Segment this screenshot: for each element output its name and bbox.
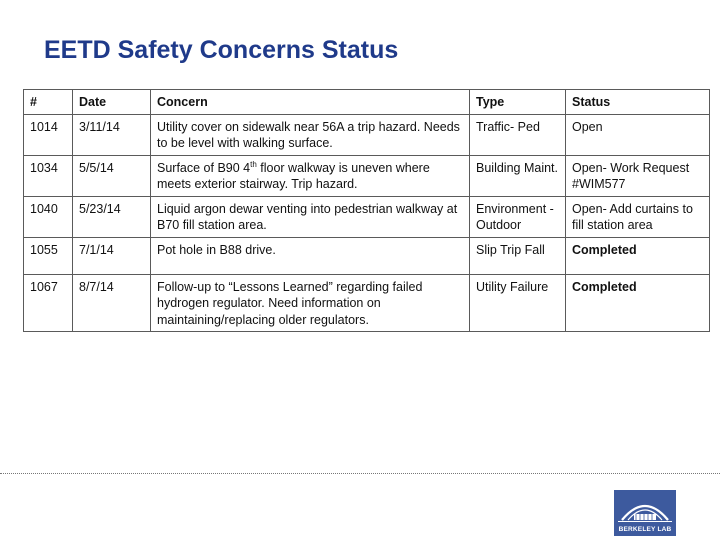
logo-text: BERKELEY LAB [618, 526, 672, 533]
cell-id: 1040 [24, 196, 73, 237]
cell-date: 3/11/14 [73, 114, 151, 155]
cell-type: Traffic- Ped [470, 114, 566, 155]
header-concern: Concern [151, 90, 470, 115]
cell-concern: Pot hole in B88 drive. [151, 237, 470, 274]
concern-text-end: floor walkway is uneven where meets exterior stairway. Trip hazard. [157, 160, 430, 191]
berkeley-lab-logo [614, 490, 676, 536]
cell-id: 1055 [24, 237, 73, 274]
table-row [24, 237, 710, 274]
concern-text-start: Surface of B90 4 [157, 160, 251, 175]
table-row [24, 114, 710, 155]
footer-divider [0, 473, 720, 474]
cell-date: 7/1/14 [73, 237, 151, 274]
table-row [24, 155, 710, 196]
cell-type: Utility Failure [470, 274, 566, 332]
header-date: Date [73, 90, 151, 115]
cell-type: Environment - Outdoor [470, 196, 566, 237]
cell-status: Completed [566, 237, 710, 274]
table-row [24, 196, 710, 237]
cell-concern: Liquid argon dewar venting into pedestrian walkway at B70 fill station area. [151, 196, 470, 237]
cell-concern: Follow-up to “Lessons Learned” regarding failed hydrogen regulator. Need information on maintaining/replacing older regulators. [151, 274, 470, 332]
cell-date: 5/5/14 [73, 155, 151, 196]
cell-status: Completed [566, 274, 710, 332]
cell-status: Open- Add curtains to fill station area [566, 196, 710, 237]
table-row [24, 274, 710, 332]
cell-date: 5/23/14 [73, 196, 151, 237]
header-status: Status [566, 90, 710, 115]
cell-type: Building Maint. [470, 155, 566, 196]
cell-status: Open- Work Request #WIM577 [566, 155, 710, 196]
cell-date: 8/7/14 [73, 274, 151, 332]
header-type: Type [470, 90, 566, 115]
cell-concern: Utility cover on sidewalk near 56A a trip hazard. Needs to be level with walking surface. [151, 114, 470, 155]
cell-concern [151, 155, 470, 196]
cell-status: Open [566, 114, 710, 155]
cell-type: Slip Trip Fall [470, 237, 566, 274]
cell-id: 1034 [24, 155, 73, 196]
cell-id: 1014 [24, 114, 73, 155]
cell-id: 1067 [24, 274, 73, 332]
superscript-th: th [250, 159, 257, 169]
header-id: # [24, 90, 73, 115]
safety-concerns-table [23, 89, 710, 332]
table-header-row [24, 90, 710, 115]
page-title: EETD Safety Concerns Status [44, 36, 399, 64]
